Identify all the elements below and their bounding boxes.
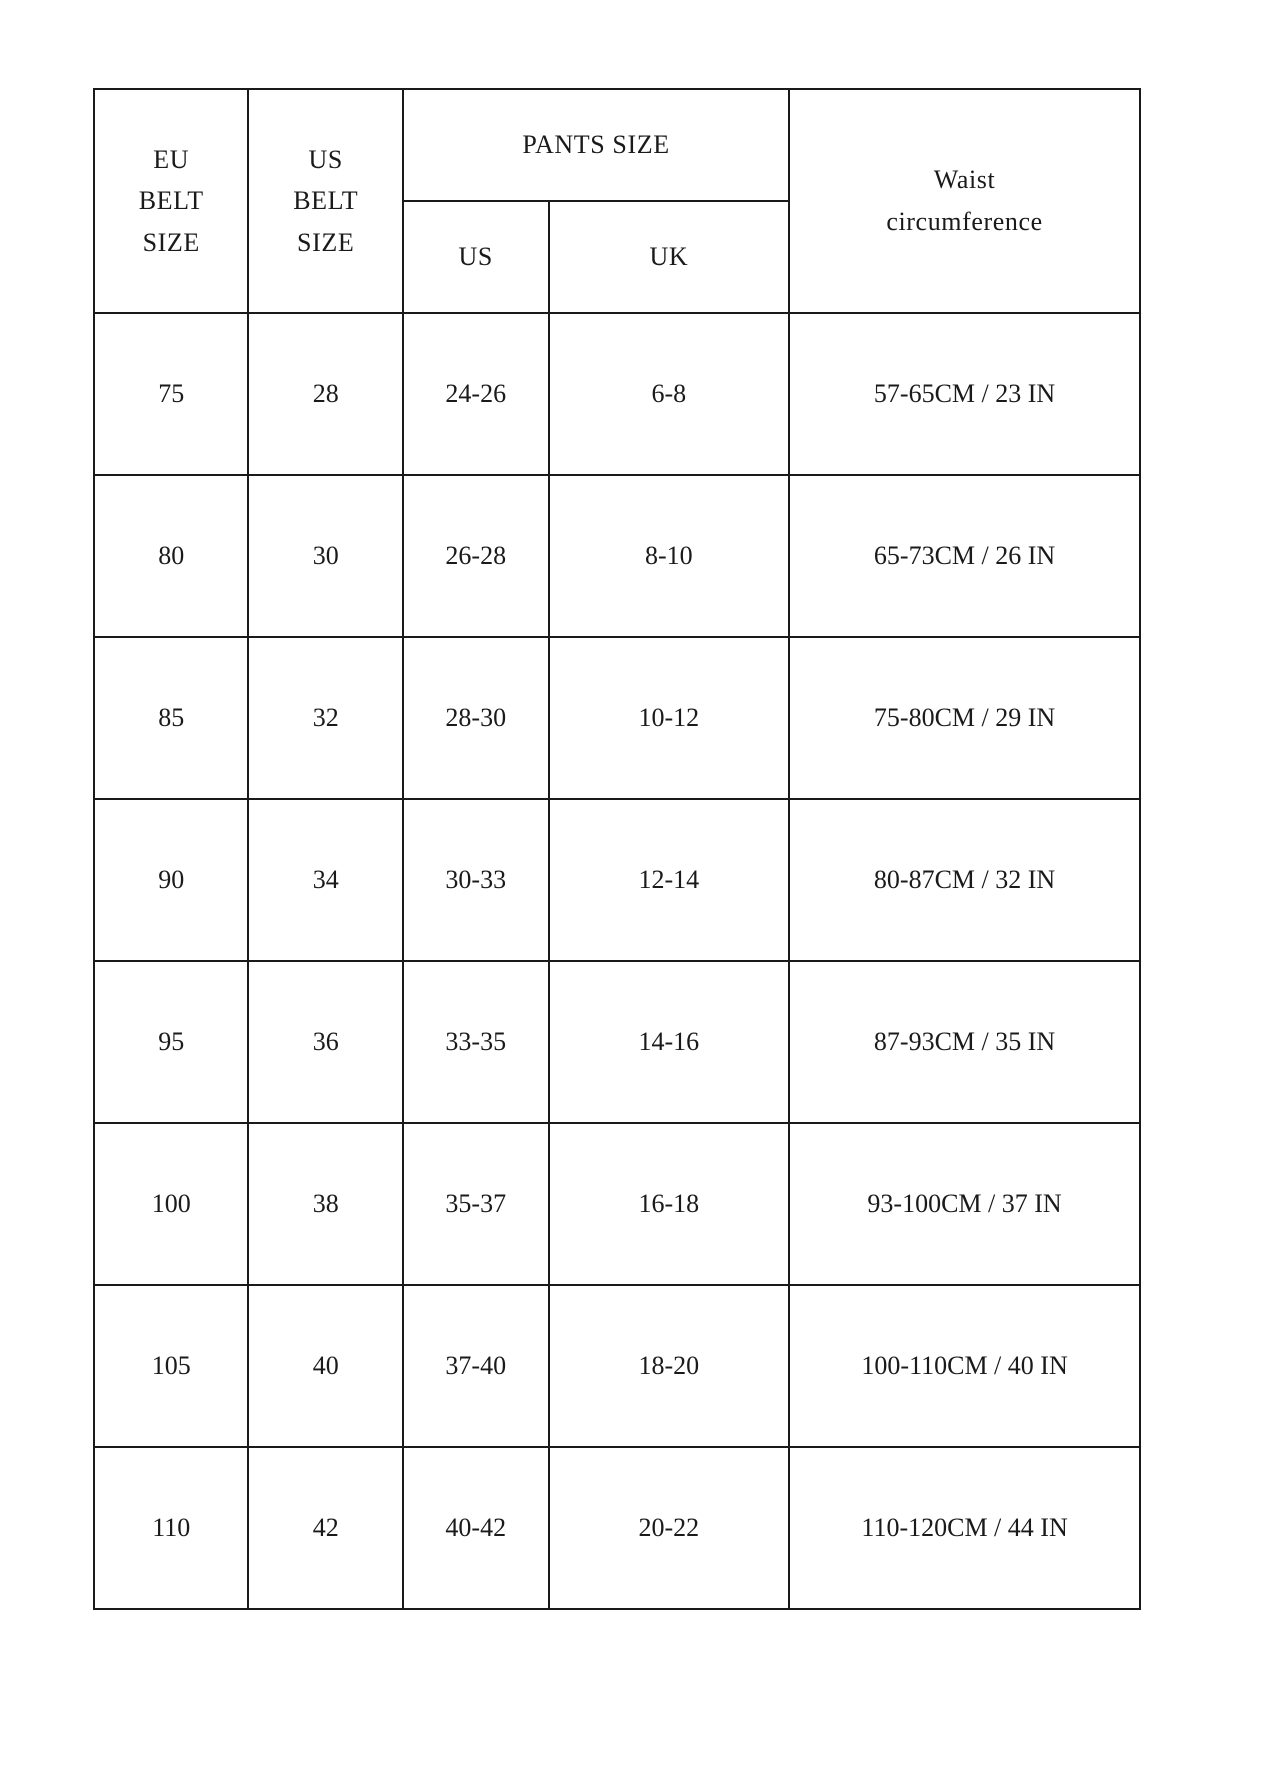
cell-waist-text: 93-100CM / 37 IN xyxy=(867,1188,1062,1218)
cell-us-belt-size: 32 xyxy=(248,637,402,799)
us-belt-line-1: US xyxy=(308,144,343,174)
column-header-pants-uk: UK xyxy=(549,201,790,313)
cell-pants-uk: 20-22 xyxy=(549,1447,790,1609)
cell-waist xyxy=(789,1123,1140,1285)
cell-us-belt-size: 34 xyxy=(248,799,402,961)
waist-line-2: circumference xyxy=(886,207,1043,236)
cell-waist-text: 100-110CM / 40 IN xyxy=(861,1350,1068,1380)
cell-eu-belt-size: 85 xyxy=(94,637,248,799)
cell-pants-uk: 16-18 xyxy=(549,1123,790,1285)
cell-pants-us xyxy=(403,961,549,1123)
column-header-eu-belt-size xyxy=(94,89,248,313)
cell-us-belt-size: 28 xyxy=(248,313,402,475)
cell-waist xyxy=(789,1285,1140,1447)
column-header-us-belt-size xyxy=(248,89,402,313)
cell-waist xyxy=(789,961,1140,1123)
cell-pants-us xyxy=(403,1123,549,1285)
us-belt-line-2: BELT xyxy=(293,186,359,216)
cell-eu-belt-size: 80 xyxy=(94,475,248,637)
size-conversion-table xyxy=(93,88,1141,1610)
eu-belt-line-1: EU xyxy=(153,144,190,174)
cell-pants-us-text: 26-28 xyxy=(445,540,507,570)
table-row xyxy=(94,1123,1140,1285)
column-header-waist-circumference xyxy=(789,89,1140,313)
eu-belt-line-2: BELT xyxy=(138,186,204,216)
cell-pants-uk: 12-14 xyxy=(549,799,790,961)
cell-waist-text: 65-73CM / 26 IN xyxy=(873,540,1056,570)
cell-waist-text: 57-65CM / 23 IN xyxy=(873,378,1056,408)
table-body xyxy=(94,313,1140,1609)
cell-waist xyxy=(789,637,1140,799)
cell-us-belt-size: 30 xyxy=(248,475,402,637)
table-row xyxy=(94,475,1140,637)
cell-eu-belt-size: 105 xyxy=(94,1285,248,1447)
cell-us-belt-size: 36 xyxy=(248,961,402,1123)
cell-pants-us-text: 28-30 xyxy=(445,702,507,732)
cell-waist-text: 110-120CM / 44 IN xyxy=(861,1512,1068,1542)
table-row xyxy=(94,313,1140,475)
cell-pants-uk: 14-16 xyxy=(549,961,790,1123)
cell-waist xyxy=(789,799,1140,961)
table-row xyxy=(94,1285,1140,1447)
table-row xyxy=(94,961,1140,1123)
cell-waist xyxy=(789,475,1140,637)
table-header-row-primary xyxy=(94,89,1140,201)
cell-pants-uk: 8-10 xyxy=(549,475,790,637)
cell-pants-us-text: 40-42 xyxy=(445,1512,507,1542)
cell-pants-us xyxy=(403,1447,549,1609)
cell-pants-us xyxy=(403,799,549,961)
table-row xyxy=(94,637,1140,799)
cell-pants-uk: 10-12 xyxy=(549,637,790,799)
cell-pants-us-text: 35-37 xyxy=(445,1188,507,1218)
cell-us-belt-size: 42 xyxy=(248,1447,402,1609)
cell-waist xyxy=(789,1447,1140,1609)
cell-pants-us-text: 37-40 xyxy=(445,1350,507,1380)
cell-waist xyxy=(789,313,1140,475)
eu-belt-line-3: SIZE xyxy=(142,227,200,257)
column-header-pants-size: PANTS SIZE xyxy=(403,89,789,201)
us-belt-line-3: SIZE xyxy=(297,227,355,257)
cell-pants-us xyxy=(403,637,549,799)
cell-eu-belt-size: 100 xyxy=(94,1123,248,1285)
cell-pants-us-text: 30-33 xyxy=(445,864,507,894)
cell-eu-belt-size: 75 xyxy=(94,313,248,475)
table-row xyxy=(94,799,1140,961)
cell-us-belt-size: 40 xyxy=(248,1285,402,1447)
cell-pants-uk: 6-8 xyxy=(549,313,790,475)
column-header-pants-us: US xyxy=(403,201,549,313)
cell-pants-us xyxy=(403,313,549,475)
cell-waist-text: 80-87CM / 32 IN xyxy=(873,864,1056,894)
cell-pants-us-text: 24-26 xyxy=(445,378,507,408)
cell-eu-belt-size: 90 xyxy=(94,799,248,961)
waist-line-1: Waist xyxy=(933,165,996,195)
cell-pants-us xyxy=(403,1285,549,1447)
cell-eu-belt-size: 95 xyxy=(94,961,248,1123)
cell-pants-uk: 18-20 xyxy=(549,1285,790,1447)
cell-waist-text: 87-93CM / 35 IN xyxy=(873,1026,1056,1056)
cell-us-belt-size: 38 xyxy=(248,1123,402,1285)
cell-pants-us-text: 33-35 xyxy=(445,1026,507,1056)
table-row xyxy=(94,1447,1140,1609)
cell-pants-us xyxy=(403,475,549,637)
cell-waist-text: 75-80CM / 29 IN xyxy=(873,702,1056,732)
cell-eu-belt-size: 110 xyxy=(94,1447,248,1609)
